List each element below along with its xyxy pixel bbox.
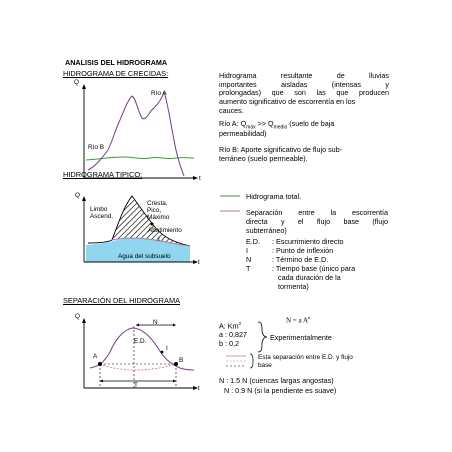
rio-b-description-cont: terráneo (suelo permeable).	[219, 154, 308, 163]
def-value: : Escurrimiento directo	[272, 237, 344, 246]
def-value: : Término de E.D.	[272, 255, 329, 264]
axis-t-label: t	[198, 385, 200, 392]
separation-note: Esta separación entre E.D. y flujo	[258, 354, 353, 361]
pico-label: Pico,	[147, 207, 162, 214]
section-heading-separacion: SEPARACIÓN DEL HIDROGRAMA	[63, 296, 181, 305]
ed-label: E.D.	[134, 338, 147, 345]
desc-line: importantes aisladas (intensas y	[219, 79, 389, 89]
inflection-label: I	[158, 236, 160, 243]
def-key: N	[246, 255, 252, 264]
def-value-cont: cada duración de la	[278, 273, 341, 282]
desc-line: cauces.	[219, 105, 244, 115]
def-value-cont: tormenta)	[278, 282, 309, 291]
point-b-label: B	[179, 357, 184, 364]
limbo-label: Limbo	[90, 206, 108, 213]
abatimiento-label: Abatimiento	[148, 227, 182, 234]
cresta-label: Cresta,	[147, 200, 168, 207]
axis-t-label: t	[198, 259, 200, 266]
separation-note-cont: base	[258, 362, 272, 369]
axis-q-label: Q	[75, 313, 80, 320]
rio-a-label: Río A	[151, 90, 167, 97]
maximo-label: Máximo	[147, 214, 170, 221]
formula: N = a $A^n$	[286, 315, 311, 325]
rio-a-description-cont: permeabilidad)	[219, 129, 267, 138]
def-key: I	[246, 246, 248, 255]
n-rule-long: N : 1.5 N (cuencas largas angostas)	[219, 376, 334, 385]
param-coef: a : 0,827	[219, 330, 247, 339]
t-label: T	[134, 382, 138, 389]
legend-separation: Separación entre la escorrentía directa y el flujo base (flujo subterráneo)	[246, 208, 388, 235]
axis-q-label: Q	[74, 79, 79, 86]
desc-line: prolongadas) que son las que producen	[219, 88, 389, 98]
inflection-label: I	[166, 345, 168, 352]
axis-q-label: Q	[75, 192, 80, 199]
point-a-label: A	[93, 353, 98, 360]
n-rule-soft: N : 0.9 N (si la pendiente es suave)	[224, 386, 337, 395]
param-a: A: Km$^2$	[219, 321, 242, 331]
page-title: ANALISIS DEL HIDROGRAMA	[65, 58, 168, 67]
legend-total: Hidrograma total.	[246, 192, 302, 201]
rio-b-description: Río B: Aporte significativo de flujo sub-	[219, 145, 343, 154]
rio-a-description: Río A: $Q_{máx} >> Q_{medio}$ (suelo de baja	[219, 119, 335, 131]
param-exp: b : 0,2	[219, 339, 239, 348]
def-value: : Punto de inflexión	[272, 246, 334, 255]
rio-b-label: Río B	[88, 144, 104, 151]
def-key: T	[246, 264, 251, 273]
axis-t-label: t	[199, 175, 201, 182]
desc-line: aumento significativo de escorrentía en los	[219, 97, 356, 107]
agua-subsuelo-label: Agua del subsuelo	[118, 253, 171, 260]
desc-line: Hidrograma resultante de lluvias	[219, 71, 389, 80]
ascend-label: Ascend.	[90, 213, 114, 220]
section-heading-crecidas: HIDROGRAMA DE CRECIDAS:	[63, 69, 169, 78]
def-key: E.D.	[246, 237, 260, 246]
def-value: : Tiempo base (único para	[272, 264, 356, 273]
n-label: N	[153, 319, 158, 326]
experimental-label: Experimentalmente	[270, 333, 332, 342]
section-heading-tipico: HIDROGRAMA TIPICO:	[63, 170, 143, 179]
